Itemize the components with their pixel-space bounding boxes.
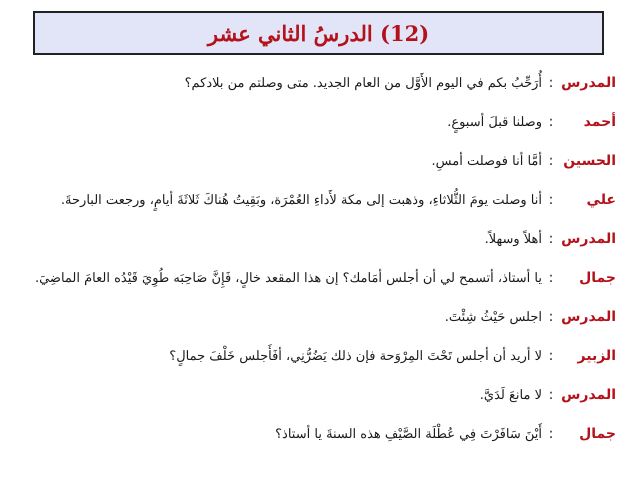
dialogue (30, 72, 616, 462)
dialogue-line (30, 111, 616, 137)
dialogue-line (30, 306, 616, 332)
speaker-name: المدرس (561, 387, 616, 403)
lesson-title: (12) الدرسُ الثاني عشر (207, 20, 430, 46)
speaker-colon: : (548, 426, 554, 442)
speaker-name: المدرس (561, 309, 616, 325)
dialogue-line (30, 267, 616, 293)
speaker-name: الزبير (577, 348, 616, 364)
dialogue-line (30, 72, 616, 98)
speaker-colon: : (548, 153, 554, 169)
speaker-colon: : (548, 348, 554, 364)
line-text: أنا وصلت يومَ الثُّلاثاءِ، وذهبت إلى مكة لأَداءِ العُمْرَة، وبَقِيتُ هُناكَ ثَلاثَةَ أيامٍ، ورجعت البارحةَ. (60, 193, 542, 208)
line-text: وصلنا قبلَ أسبوعٍ. (447, 115, 542, 130)
dialogue-line (30, 189, 616, 215)
speaker-name: الحسين (563, 153, 616, 169)
speaker-name: علي (586, 192, 616, 208)
line-text: أمَّا أنا فوصلت أمسِ. (431, 154, 542, 169)
line-text: لا مانعَ لَدَيَّ. (479, 388, 542, 403)
line-text: يا أستاذ، أتسمح لي أن أجلس أمَامك؟ إن هذا المقعد خالٍ، فَإِنَّ صَاحِبَه طُوِيَ قَيْدُه العامَ الماضِيَ. (34, 271, 542, 286)
lesson-title-box (33, 11, 604, 55)
speaker-colon: : (548, 231, 554, 247)
line-text: اجلس حَيْثُ شِئْتَ. (444, 310, 542, 325)
line-text: أُرَحِّبُ بكم في اليوم الأَوَّل من العام الجديد. متى وصلتم من بلادكم؟ (184, 76, 542, 91)
speaker-name: المدرس (561, 75, 616, 91)
speaker-colon: : (548, 270, 554, 286)
speaker-name: أحمد (583, 114, 616, 130)
speaker-colon: : (548, 387, 554, 403)
speaker-name: المدرس (561, 231, 616, 247)
line-text: أهلاً وسهلاً. (484, 232, 542, 247)
dialogue-line (30, 150, 616, 176)
speaker-name: جمال (579, 270, 616, 286)
dialogue-line (30, 345, 616, 371)
dialogue-line (30, 228, 616, 254)
speaker-colon: : (548, 75, 554, 91)
line-text: لا أريد أن أجلس تَحْتَ المِرْوَحة فإن ذلك يَضُرُّنِي، أفَأَجلس خَلْفَ جمالٍ؟ (169, 349, 542, 364)
line-text: أَيْنَ سَافَرْتَ فِي عُطْلَة الصَّيْفِ هذه السنةَ يا أستاذ؟ (275, 427, 542, 442)
dialogue-line (30, 423, 616, 449)
dialogue-line (30, 384, 616, 410)
speaker-colon: : (548, 114, 554, 130)
speaker-colon: : (548, 192, 554, 208)
speaker-colon: : (548, 309, 554, 325)
speaker-name: جمال (579, 426, 616, 442)
